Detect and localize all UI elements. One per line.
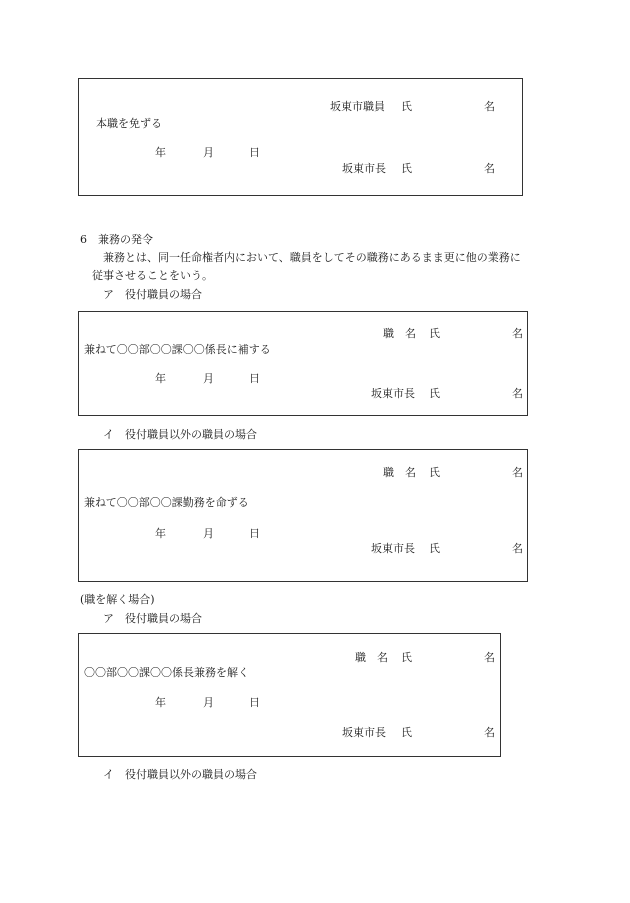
mayor-mei-label: 名 [512, 542, 523, 555]
mei-label: 名 [512, 327, 523, 340]
description-line-2: 従事させることをいう。 [92, 269, 213, 282]
mayor-shi-label: 氏 [429, 542, 440, 555]
mei-label: 名 [512, 466, 523, 479]
form-box-dismissal [78, 78, 523, 196]
mayor-label: 坂東市長 [342, 726, 386, 739]
subheading-a: ア 役付職員の場合 [103, 288, 202, 301]
release-subheading-a: ア 役付職員の場合 [103, 612, 202, 625]
year-label: 年 [155, 696, 166, 709]
day-label: 日 [249, 372, 260, 385]
section-heading: 6 兼務の発令 [80, 233, 153, 246]
year-label: 年 [155, 146, 166, 159]
mayor-mei-label: 名 [512, 387, 523, 400]
year-label: 年 [155, 372, 166, 385]
month-label: 月 [203, 527, 214, 540]
mayor-label: 坂東市長 [371, 387, 415, 400]
release-heading: (職を解く場合) [80, 593, 155, 606]
official-label: 職 名 [383, 327, 416, 340]
year-label: 年 [155, 527, 166, 540]
form-box-concurrent-staff [78, 449, 528, 582]
shi-label: 氏 [401, 100, 412, 113]
form-box-concurrent-supervisor [78, 311, 528, 416]
month-label: 月 [203, 146, 214, 159]
day-label: 日 [249, 696, 260, 709]
subheading-i: イ 役付職員以外の職員の場合 [103, 428, 257, 441]
mei-label: 名 [484, 651, 495, 664]
day-label: 日 [249, 527, 260, 540]
day-label: 日 [249, 146, 260, 159]
official-label: 坂東市職員 [330, 100, 385, 113]
month-label: 月 [203, 696, 214, 709]
shi-label: 氏 [429, 466, 440, 479]
description-line-1: 兼務とは、同一任命権者内において、職員をしてその職務にあるまま更に他の業務に [103, 251, 521, 264]
mayor-shi-label: 氏 [401, 726, 412, 739]
order-text: 兼ねて〇〇部〇〇課〇〇係長に補する [84, 343, 271, 356]
official-label: 職 名 [355, 651, 388, 664]
form-box-release-concurrent [78, 633, 501, 757]
order-text: 兼ねて〇〇部〇〇課勤務を命ずる [84, 496, 249, 509]
mayor-mei-label: 名 [484, 162, 495, 175]
order-text: 本職を免ずる [96, 117, 162, 130]
shi-label: 氏 [429, 327, 440, 340]
shi-label: 氏 [401, 651, 412, 664]
month-label: 月 [203, 372, 214, 385]
order-text: 〇〇部〇〇課〇〇係長兼務を解く [84, 666, 249, 679]
mayor-label: 坂東市長 [371, 542, 415, 555]
mayor-label: 坂東市長 [342, 162, 386, 175]
mayor-shi-label: 氏 [401, 162, 412, 175]
mayor-mei-label: 名 [484, 726, 495, 739]
mayor-shi-label: 氏 [429, 387, 440, 400]
mei-label: 名 [484, 100, 495, 113]
official-label: 職 名 [383, 466, 416, 479]
release-subheading-i: イ 役付職員以外の職員の場合 [103, 768, 257, 781]
